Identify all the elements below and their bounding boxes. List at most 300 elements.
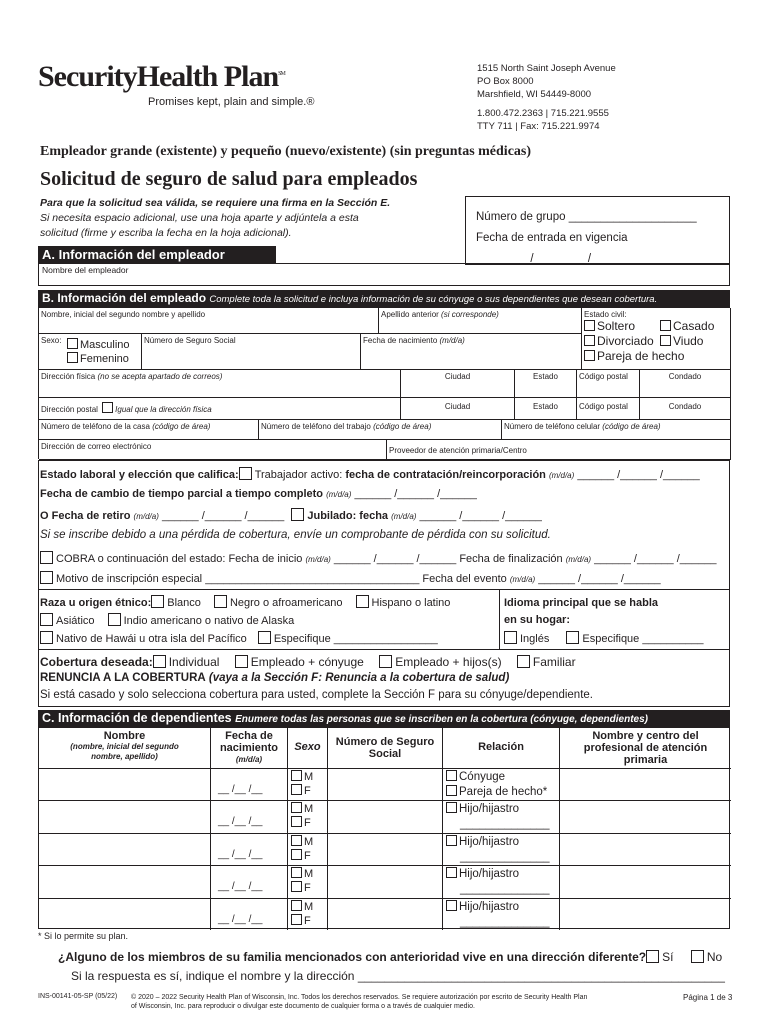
dep-pcp-field[interactable] [560, 800, 731, 832]
checkbox-emp-spouse[interactable] [235, 655, 248, 668]
dep-sex-options [291, 900, 313, 928]
footnote: * Si lo permite su plan. [38, 931, 129, 941]
col-dob-label: Fecha de nacimiento [219, 730, 279, 754]
race-row-2 [40, 613, 294, 627]
parttime-row [40, 488, 477, 500]
mail-city-field[interactable] [401, 398, 515, 420]
marital-label: Estado civil: [584, 310, 627, 319]
dep-dob-field[interactable] [218, 914, 262, 925]
option-f[interactable] [291, 914, 313, 928]
county-label: Condado [668, 372, 702, 381]
dep-relation-options [446, 770, 547, 800]
parttime-field[interactable]: ______ /______ /______ [354, 488, 477, 500]
tagline: Promises kept, plain and simple.® [148, 96, 315, 108]
col-dob-sub: (m/d/a) [235, 755, 263, 764]
checkbox-yes[interactable] [646, 950, 659, 963]
phone-line: 1.800.472.2363 | 715.221.9555 [477, 108, 609, 119]
other-address-field[interactable]: _______________________________________________________ [357, 969, 725, 983]
col-pcp-header: Nombre y centro del profesional de atención primaria [583, 730, 708, 766]
copyright-line-1: © 2020 – 2022 Security Health Plan of Wisconsin, Inc. Todos los derechos reservados. Se requiere autorización por escrito de Security Health Plan [131, 994, 588, 1001]
cell-phone-label: Número de teléfono celular [504, 422, 601, 431]
table-row [39, 800, 731, 832]
home-area-code: (código de área) [152, 422, 211, 431]
checkbox-hispanic[interactable] [356, 595, 369, 608]
checkbox-f[interactable] [291, 816, 302, 827]
relation-blank: ______________ [460, 883, 550, 896]
mail-zip-label: Código postal [579, 402, 628, 411]
section-c-note: Enumere todas las personas que se inscriben en la cobertura (cónyuge, dependientes) [235, 714, 649, 725]
dep-pcp-field[interactable] [560, 865, 731, 897]
dep-sex-options [291, 802, 313, 830]
retire-label: O Fecha de retiro [40, 510, 131, 522]
race-specify-label: Especifique [273, 633, 331, 645]
white-label: Blanco [167, 597, 201, 609]
col-name-header [39, 730, 210, 762]
child-label: Hijo/hijastro [459, 835, 520, 848]
language-options [504, 631, 704, 645]
checkbox-individual[interactable] [153, 655, 166, 668]
dep-relation-options [446, 835, 550, 865]
email-field[interactable] [39, 440, 387, 460]
dep-pcp-field[interactable] [560, 768, 731, 800]
intro-line-2: solicitud (firme y escriba la fecha en la hoja adicional). [40, 227, 292, 239]
checkbox-divorced[interactable] [584, 335, 595, 346]
group-info-box [465, 196, 730, 265]
section-b-note: Complete toda la solicitud e incluya información de su cónyuge o sus dependientes que desean cobertura. [209, 294, 658, 305]
option-f[interactable] [291, 881, 313, 895]
child-label: Hijo/hijastro [459, 803, 520, 816]
dep-name-field[interactable] [39, 833, 210, 865]
other-address-question: ¿Alguno de los miembros de su familia mencionados con anterioridad vive en una dirección diferente? [58, 950, 647, 964]
married-label: Casado [673, 319, 715, 333]
retired-label: Jubilado: fecha [307, 510, 389, 522]
employment-label: Estado laboral y elección que califica: [40, 469, 239, 481]
checkbox-active[interactable] [239, 467, 252, 480]
address-line-2: PO Box 8000 [477, 76, 534, 87]
pcp-label: Proveedor de atención primaria/Centro [389, 446, 527, 455]
option-m[interactable] [291, 802, 313, 816]
yes-label: Sí [662, 950, 674, 964]
other-address-row [58, 950, 722, 964]
dob-field[interactable] [361, 334, 582, 370]
mail-county-label: Condado [668, 402, 702, 411]
race-label: Raza u origen étnico: [40, 597, 152, 609]
mail-state-label: Estado [533, 402, 558, 411]
option-partner[interactable] [446, 785, 547, 800]
city-field[interactable] [401, 370, 515, 398]
coverage-row [40, 655, 576, 669]
checkbox-no[interactable] [691, 950, 704, 963]
checkbox-same-as-physical[interactable] [102, 402, 113, 413]
single-label: Soltero [597, 319, 636, 333]
option-m[interactable] [291, 867, 313, 881]
option-married[interactable] [660, 319, 714, 333]
retired-fmt: (m/d/a) [391, 512, 417, 521]
reason-field[interactable]: ___________________________________ [205, 573, 420, 585]
checkbox-partner[interactable] [446, 785, 457, 796]
dependents-table [38, 727, 730, 929]
checkbox-cobra[interactable] [40, 551, 53, 564]
dep-sex-options [291, 770, 313, 798]
checkbox-white[interactable] [151, 595, 164, 608]
option-f[interactable] [291, 784, 313, 798]
parttime-label: Fecha de cambio de tiempo parcial a tiempo completo [40, 488, 324, 500]
male-label: Masculino [80, 339, 130, 351]
event-date-label: Fecha del evento [422, 573, 507, 585]
checkbox-female[interactable] [67, 352, 78, 363]
checkbox-special-enroll[interactable] [40, 571, 53, 584]
option-m[interactable] [291, 835, 313, 849]
m-label: M [304, 771, 314, 783]
checkbox-f[interactable] [291, 849, 302, 860]
option-widowed[interactable] [660, 334, 703, 348]
dep-sex-options [291, 867, 313, 895]
prev-last-note: (si corresponde) [441, 310, 499, 319]
native-am-label: Indio americano o nativo de Alaska [123, 615, 295, 627]
dep-name-field[interactable] [39, 768, 210, 800]
logo [38, 60, 314, 108]
mailing-label: Dirección postal [41, 405, 98, 414]
dob-format: (m/d/a) [439, 336, 465, 345]
logo-sm: SM [278, 71, 285, 77]
address-label: Dirección física [41, 372, 96, 381]
table-row [39, 865, 731, 897]
hire-date-fmt: (m/d/a) [548, 471, 575, 480]
group-number-field[interactable]: Número de grupo ____________________ [476, 211, 697, 223]
effective-date-label: Fecha de entrada en vigencia [476, 232, 628, 244]
prev-last-label: Apellido anterior [381, 310, 439, 319]
option-child[interactable] [446, 802, 550, 817]
end-date-label: Fecha de finalización [459, 553, 563, 565]
col-dob-header [211, 730, 287, 766]
county-field[interactable] [640, 370, 731, 398]
language-label-2: en su hogar: [504, 614, 571, 626]
work-area-code: (código de área) [373, 422, 432, 431]
tty-line: TTY 711 | Fax: 715.221.9974 [477, 121, 600, 132]
option-spouse[interactable] [446, 770, 547, 785]
state-label: Estado [533, 372, 558, 381]
col-sex-header: Sexo [294, 741, 321, 753]
language-block [504, 595, 658, 629]
checkbox-child[interactable] [446, 802, 457, 813]
race-row-1 [40, 595, 450, 609]
option-m[interactable] [291, 770, 313, 784]
marital-status-field [582, 308, 731, 370]
checkbox-married[interactable] [660, 320, 671, 331]
form-code: INS-00141-05-SP (05/22) [38, 993, 118, 1000]
relation-specify-field[interactable] [446, 817, 550, 832]
lang-specify-field[interactable]: __________ [642, 633, 704, 645]
relation-blank: ______________ [460, 915, 550, 928]
f-label: F [304, 785, 311, 797]
event-date-field[interactable]: ______ /______ /______ [538, 573, 661, 585]
dob-label: Fecha de nacimiento [363, 336, 438, 345]
page-title: Solicitud de seguro de salud para empleados [40, 168, 418, 190]
other-address-label: Si la respuesta es sí, indique el nombre y la dirección [71, 969, 355, 983]
copyright-line-2: of Wisconsin, Inc. para reproducir o divulgar este documento de cualquier forma o a través de cualquier medio. [131, 1003, 475, 1010]
individual-label: Individual [168, 655, 220, 669]
partner-label: Pareja de hecho* [459, 786, 548, 798]
pacific-label: Nativo de Hawái u otra isla del Pacífico [56, 633, 247, 645]
retire-fmt: (m/d/a) [133, 512, 159, 521]
relation-blank: ______________ [460, 850, 550, 863]
dep-relation-options [446, 900, 550, 930]
checkbox-black[interactable] [214, 595, 227, 608]
black-label: Negro o afroamericano [229, 597, 343, 609]
f-label: F [304, 849, 311, 862]
dep-dob-blank: __ /__ /__ [218, 848, 263, 860]
checkbox-child[interactable] [446, 835, 457, 846]
section-b-header [38, 290, 730, 307]
dep-dob-blank: __ /__ /__ [218, 881, 263, 893]
dep-pcp-field[interactable] [560, 833, 731, 865]
checkbox-m[interactable] [291, 900, 302, 911]
coverage-label: Cobertura deseada: [40, 655, 153, 669]
zip-label: Código postal [579, 372, 628, 381]
dep-dob-blank: __ /__ /__ [218, 913, 263, 925]
checkbox-single[interactable] [584, 320, 595, 331]
dep-ssn-field[interactable] [328, 768, 442, 800]
checkbox-child[interactable] [446, 867, 457, 878]
mail-state-field[interactable] [515, 398, 577, 420]
loss-note: Si se inscribe debido a una pérdida de cobertura, envíe un comprobante de pérdida con su solicitud. [40, 529, 551, 541]
section-c-header [38, 710, 730, 727]
dep-relation-options [446, 802, 550, 832]
checkbox-native-am[interactable] [108, 613, 121, 626]
employee-name-field[interactable] [39, 308, 379, 334]
state-field[interactable] [515, 370, 577, 398]
employee-name-label: Nombre, inicial del segundo nombre y apellido [41, 310, 206, 319]
no-label: No [706, 950, 723, 964]
option-m[interactable] [291, 900, 313, 914]
ssn-label: Número de Seguro Social [144, 336, 236, 345]
subtitle: Empleador grande (existente) y pequeño (nuevo/existente) (sin preguntas médicas) [40, 144, 532, 159]
dep-ssn-field[interactable] [328, 800, 442, 832]
hispanic-label: Hispano o latino [371, 597, 451, 609]
option-f[interactable] [291, 816, 313, 830]
f-label: F [304, 882, 311, 895]
asian-label: Asiático [56, 615, 95, 627]
widowed-label: Viudo [673, 334, 704, 348]
employment-row [40, 467, 700, 481]
checkbox-emp-children[interactable] [379, 655, 392, 668]
dep-relation-options [446, 867, 550, 897]
option-divorced[interactable] [584, 334, 654, 348]
dep-sex-options [291, 835, 313, 863]
email-label: Dirección de correo electrónico [41, 442, 152, 451]
mail-zip-field[interactable] [577, 398, 640, 420]
city-label: Ciudad [444, 372, 471, 381]
dep-ssn-field[interactable] [328, 865, 442, 897]
checkbox-family[interactable] [517, 655, 530, 668]
retired-field[interactable]: ______ /______ /______ [419, 510, 542, 522]
checkbox-pacific[interactable] [40, 631, 53, 644]
cobra-label: COBRA o continuación del estado: Fecha de inicio [56, 553, 303, 565]
work-phone-field[interactable] [259, 420, 502, 440]
end-date-field[interactable]: ______ /______ /______ [594, 553, 717, 565]
checkbox-lang-other[interactable] [566, 631, 579, 644]
relation-specify-field[interactable] [446, 850, 550, 865]
col-name-label: Nombre [103, 730, 146, 742]
hire-date-label: fecha de contratación/reincorporación [345, 469, 546, 481]
dep-pcp-field[interactable] [560, 898, 731, 930]
m-label: M [304, 868, 314, 881]
option-child[interactable] [446, 867, 550, 882]
parttime-fmt: (m/d/a) [326, 490, 352, 499]
dep-name-field[interactable] [39, 865, 210, 897]
m-label: M [304, 900, 314, 913]
checkbox-retired[interactable] [291, 508, 304, 521]
address-line-1: 1515 North Saint Joseph Avenue [477, 63, 616, 74]
married-note: Si está casado y solo selecciona cobertura para usted, complete la Sección F para su cónyuge/dependiente. [40, 689, 593, 701]
option-child[interactable] [446, 835, 550, 850]
m-label: M [304, 803, 314, 816]
dep-ssn-field[interactable] [328, 898, 442, 930]
table-row [39, 833, 731, 865]
option-female[interactable] [67, 352, 129, 365]
checkbox-f[interactable] [291, 784, 302, 795]
cell-area-code: (código de área) [602, 422, 661, 431]
retire-field[interactable]: ______ /______ /______ [161, 510, 285, 522]
work-phone-label: Número de teléfono del trabajo [261, 422, 371, 431]
section-b-grid [38, 307, 730, 459]
col-rel-header: Relación [478, 741, 524, 753]
zip-field[interactable] [577, 370, 640, 398]
previous-last-name-field[interactable] [379, 308, 582, 334]
end-date-fmt: (m/d/a) [565, 555, 592, 564]
cobra-row [40, 551, 716, 565]
pcp-field[interactable] [387, 440, 731, 460]
physical-address-field[interactable] [39, 370, 401, 398]
checkbox-spouse[interactable] [446, 770, 457, 781]
mail-city-label: Ciudad [444, 402, 471, 411]
m-label: M [304, 835, 314, 848]
partner-label: Pareja de hecho [597, 349, 685, 363]
dep-ssn-field[interactable] [328, 833, 442, 865]
decline-row [40, 672, 509, 684]
col-ssn-header: Número de Seguro Social [335, 736, 435, 760]
same-as-label: Igual que la dirección física [115, 405, 212, 414]
option-partner[interactable] [584, 349, 684, 363]
page-number: Página 1 de 3 [683, 993, 733, 1002]
race-specify-field[interactable]: _________________ [333, 633, 438, 645]
intro-bold: Para que la solicitud sea válida, se requiere una firma en la Sección E. [40, 197, 391, 209]
hire-date-field[interactable]: ______ /______ /______ [577, 469, 700, 481]
checkbox-child[interactable] [446, 900, 457, 911]
dep-dob-field[interactable] [218, 784, 262, 795]
checkbox-partner[interactable] [584, 350, 595, 361]
home-phone-field[interactable] [39, 420, 259, 440]
address-note: (no se acepta apartado de correos) [97, 372, 223, 381]
copyright [131, 993, 587, 1011]
option-child[interactable] [446, 900, 550, 915]
cell-phone-field[interactable] [502, 420, 731, 440]
employer-name-label: Nombre del empleador [42, 265, 129, 275]
section-c-title: C. Información de dependientes [42, 711, 232, 725]
active-label: Trabajador activo: [254, 469, 343, 481]
dep-dob-field[interactable] [218, 849, 262, 860]
ssn-field[interactable] [142, 334, 361, 370]
checkbox-m[interactable] [291, 802, 302, 813]
divorced-label: Divorciado [597, 334, 654, 348]
checkbox-english[interactable] [504, 631, 517, 644]
checkbox-male[interactable] [67, 338, 78, 349]
checkbox-widowed[interactable] [660, 335, 671, 346]
section-b-title: B. Información del empleado [42, 291, 207, 305]
f-label: F [304, 817, 311, 830]
address-line-3: Marshfield, WI 54449-8000 [477, 89, 592, 100]
relation-specify-field[interactable] [446, 915, 550, 930]
cobra-fmt: (m/d/a) [305, 555, 331, 564]
dep-dob-field[interactable] [218, 881, 262, 892]
checkbox-f[interactable] [291, 881, 302, 892]
option-f[interactable] [291, 849, 313, 863]
section-a-header: A. Información del empleador [38, 246, 276, 263]
family-label: Familiar [532, 655, 576, 669]
checkbox-f[interactable] [291, 914, 302, 925]
checkbox-m[interactable] [291, 867, 302, 878]
retire-row [40, 508, 542, 522]
dep-name-field[interactable] [39, 800, 210, 832]
spouse-label: Cónyuge [459, 771, 506, 783]
option-single[interactable] [584, 319, 635, 333]
option-male[interactable] [67, 338, 130, 351]
contact-block [477, 62, 616, 133]
relation-blank: ______________ [460, 818, 550, 831]
special-enroll-row [40, 571, 661, 585]
intro [40, 196, 460, 241]
event-date-fmt: (m/d/a) [509, 575, 536, 584]
dep-name-field[interactable] [39, 898, 210, 930]
checkbox-asian[interactable] [40, 613, 53, 626]
col-name-sub: (nombre, inicial del segundo nombre, apellido) [70, 742, 179, 761]
reason-label: Motivo de inscripción especial [56, 573, 203, 585]
decline-note: (vaya a la Sección F: Renuncia a la cobertura de salud) [208, 672, 510, 684]
child-label: Hijo/hijastro [459, 900, 520, 913]
sex-label: Sexo: [41, 336, 62, 345]
english-label: Inglés [520, 633, 550, 645]
mail-county-field[interactable] [640, 398, 731, 420]
emp-spouse-label: Empleado + cónyuge [250, 655, 364, 669]
child-label: Hijo/hijastro [459, 868, 520, 881]
intro-line-1: Si necesita espacio adicional, use una hoja aparte y adjúntela a esta [40, 212, 359, 224]
decline-label: RENUNCIA A LA COBERTURA [40, 672, 206, 684]
dep-dob-blank: __ /__ /__ [218, 784, 263, 795]
language-label-1: Idioma principal que se habla [504, 597, 659, 609]
table-row [39, 898, 731, 930]
employer-name-field[interactable] [38, 263, 730, 286]
checkbox-m[interactable] [291, 770, 302, 781]
table-row [39, 768, 731, 800]
emp-children-label: Empleado + hijos(s) [395, 655, 502, 669]
logo-text: SecurityHealth Plan [38, 60, 279, 93]
home-phone-label: Número de teléfono de la casa [41, 422, 150, 431]
cobra-start-field[interactable]: ______ /______ /______ [333, 553, 457, 565]
effective-date-field[interactable]: ________ /________ /________ [476, 253, 643, 265]
race-row-3 [40, 631, 438, 645]
checkbox-m[interactable] [291, 835, 302, 846]
checkbox-race-other[interactable] [258, 631, 271, 644]
dep-dob-blank: __ /__ /__ [218, 816, 263, 828]
other-address-follow [71, 969, 725, 983]
mailing-address-field[interactable] [39, 398, 401, 420]
sex-field [39, 334, 142, 370]
dep-dob-field[interactable] [218, 816, 262, 827]
relation-specify-field[interactable] [446, 882, 550, 897]
lang-specify-label: Especifique [582, 633, 640, 645]
f-label: F [304, 914, 311, 927]
female-label: Femenino [80, 353, 129, 365]
